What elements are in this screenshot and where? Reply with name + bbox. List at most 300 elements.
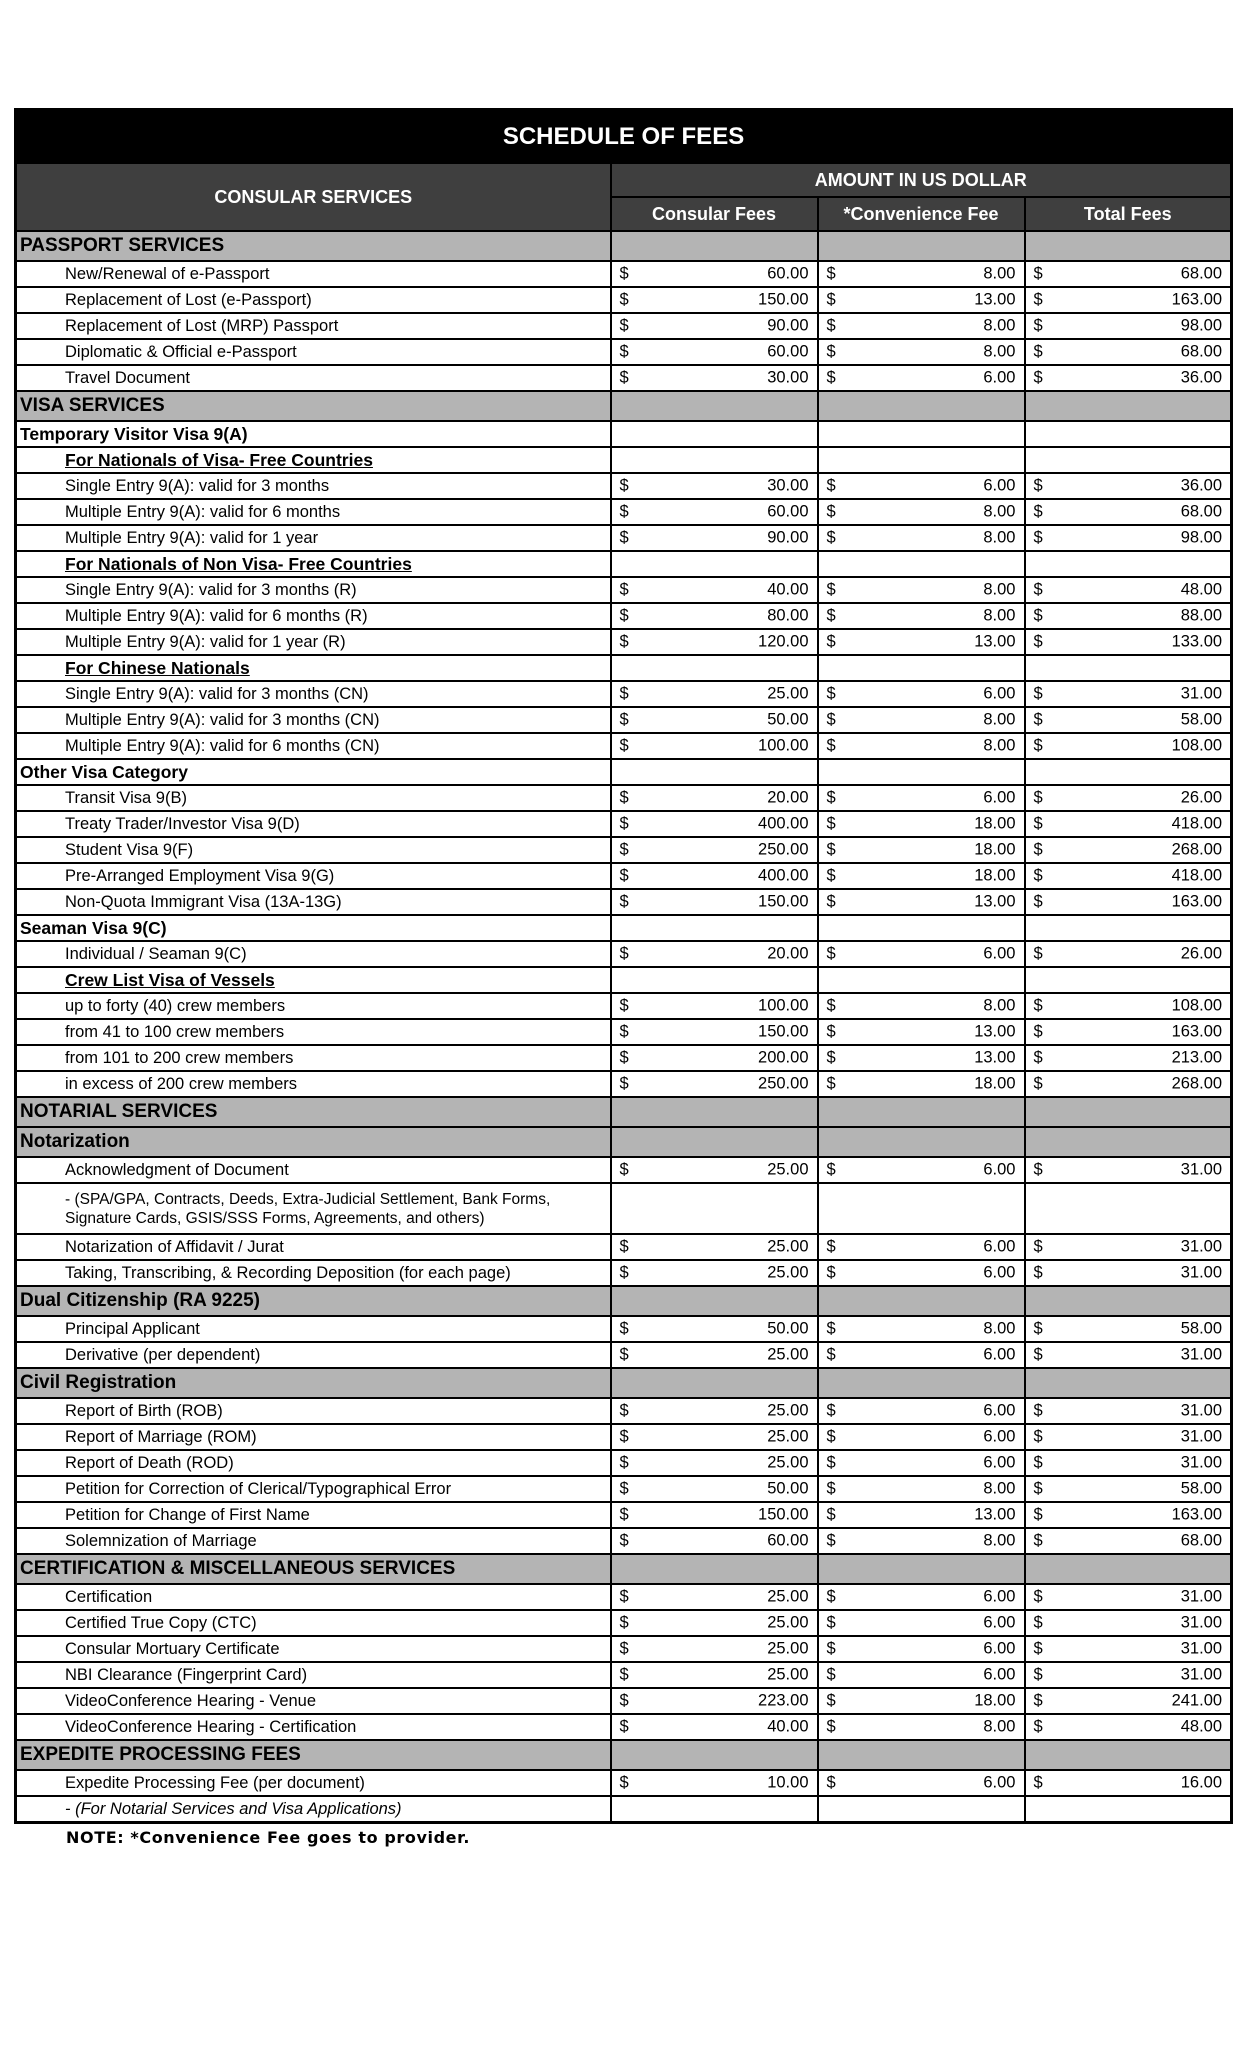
service-label: Replacement of Lost (MRP) Passport xyxy=(16,313,611,339)
currency-symbol: $ xyxy=(1033,1613,1043,1632)
fee-row xyxy=(16,287,1232,313)
total-fee-cell xyxy=(1025,551,1232,577)
amount-value: 31.00 xyxy=(1180,1401,1223,1420)
amount-value: 6.00 xyxy=(983,1427,1016,1446)
currency-symbol: $ xyxy=(826,1453,836,1472)
service-label: Individual / Seaman 9(C) xyxy=(16,941,611,967)
currency-symbol: $ xyxy=(1033,316,1043,335)
amount-value: 31.00 xyxy=(1180,1587,1223,1606)
currency-symbol: $ xyxy=(826,944,836,963)
convenience-fee-header: *Convenience Fee xyxy=(818,197,1025,231)
service-label: Multiple Entry 9(A): valid for 6 months (CN) xyxy=(16,733,611,759)
consular-fee-cell xyxy=(611,681,818,707)
currency-symbol: $ xyxy=(619,1717,629,1736)
currency-symbol: $ xyxy=(826,996,836,1015)
amount-value: 6.00 xyxy=(983,788,1016,807)
currency-symbol: $ xyxy=(619,710,629,729)
convenience-fee-cell xyxy=(818,1584,1025,1610)
currency-symbol: $ xyxy=(619,368,629,387)
service-label: Derivative (per dependent) xyxy=(16,1342,611,1368)
fee-row xyxy=(16,785,1232,811)
consular-fee-cell xyxy=(611,1688,818,1714)
amount-value: 400.00 xyxy=(758,814,809,833)
convenience-fee-cell xyxy=(818,915,1025,941)
amount-value: 268.00 xyxy=(1171,1074,1223,1093)
currency-symbol: $ xyxy=(1033,1505,1043,1524)
amount-value: 98.00 xyxy=(1180,528,1223,547)
total-fee-cell xyxy=(1025,1316,1232,1342)
section-header-row xyxy=(16,1097,1232,1127)
total-fee-cell xyxy=(1025,313,1232,339)
amount-value: 13.00 xyxy=(974,290,1016,309)
convenience-fee-cell xyxy=(818,1740,1025,1770)
currency-symbol: $ xyxy=(826,866,836,885)
convenience-fee-cell xyxy=(818,1554,1025,1584)
service-label: Travel Document xyxy=(16,365,611,391)
amount-value: 68.00 xyxy=(1180,1531,1223,1550)
fee-row xyxy=(16,261,1232,287)
category-row xyxy=(16,915,1232,941)
total-fee-cell xyxy=(1025,1342,1232,1368)
convenience-fee-cell xyxy=(818,993,1025,1019)
convenience-fee-cell xyxy=(818,1796,1025,1823)
amount-value: 8.00 xyxy=(983,710,1016,729)
currency-symbol: $ xyxy=(826,264,836,283)
amount-value: 48.00 xyxy=(1180,1717,1223,1736)
category-row xyxy=(16,421,1232,447)
amount-value: 25.00 xyxy=(767,1427,809,1446)
service-label: Transit Visa 9(B) xyxy=(16,785,611,811)
fee-row xyxy=(16,811,1232,837)
currency-symbol: $ xyxy=(1033,684,1043,703)
total-fee-cell xyxy=(1025,231,1232,261)
fee-row xyxy=(16,707,1232,733)
amount-value: 25.00 xyxy=(767,1345,809,1364)
amount-value: 60.00 xyxy=(767,264,809,283)
amount-value: 60.00 xyxy=(767,342,809,361)
convenience-fee-cell xyxy=(818,603,1025,629)
amount-value: 163.00 xyxy=(1171,1505,1223,1524)
consular-fee-cell xyxy=(611,1636,818,1662)
service-label: NBI Clearance (Fingerprint Card) xyxy=(16,1662,611,1688)
section-header-row xyxy=(16,1554,1232,1584)
service-label: Solemnization of Marriage xyxy=(16,1528,611,1554)
currency-symbol: $ xyxy=(1033,290,1043,309)
convenience-fee-cell xyxy=(818,1097,1025,1127)
amount-value: 418.00 xyxy=(1171,866,1223,885)
amount-value: 8.00 xyxy=(983,580,1016,599)
fee-row xyxy=(16,1234,1232,1260)
amount-value: 25.00 xyxy=(767,1237,809,1256)
section-header-row xyxy=(16,1127,1232,1157)
amount-value: 8.00 xyxy=(983,316,1016,335)
convenience-fee-cell xyxy=(818,525,1025,551)
fee-row xyxy=(16,1636,1232,1662)
convenience-fee-cell xyxy=(818,1286,1025,1316)
convenience-fee-cell xyxy=(818,759,1025,785)
service-label: EXPEDITE PROCESSING FEES xyxy=(16,1740,611,1770)
service-label: NOTARIAL SERVICES xyxy=(16,1097,611,1127)
total-fee-cell xyxy=(1025,759,1232,785)
total-fee-cell xyxy=(1025,1528,1232,1554)
fee-row xyxy=(16,577,1232,603)
currency-symbol: $ xyxy=(619,1453,629,1472)
convenience-fee-cell xyxy=(818,629,1025,655)
amount-value: 13.00 xyxy=(974,1505,1016,1524)
amount-value: 25.00 xyxy=(767,1665,809,1684)
amount-value: 90.00 xyxy=(767,316,809,335)
convenience-fee-cell xyxy=(818,287,1025,313)
currency-symbol: $ xyxy=(619,502,629,521)
currency-symbol: $ xyxy=(1033,1237,1043,1256)
service-label: Multiple Entry 9(A): valid for 3 months (CN) xyxy=(16,707,611,733)
amount-value: 6.00 xyxy=(983,1613,1016,1632)
currency-symbol: $ xyxy=(826,1717,836,1736)
service-label: Report of Death (ROD) xyxy=(16,1450,611,1476)
amount-value: 18.00 xyxy=(974,1691,1016,1710)
service-label: Temporary Visitor Visa 9(A) xyxy=(16,421,611,447)
service-label: in excess of 200 crew members xyxy=(16,1071,611,1097)
fee-row xyxy=(16,1398,1232,1424)
total-fee-cell xyxy=(1025,1127,1232,1157)
amount-value: 25.00 xyxy=(767,1613,809,1632)
currency-symbol: $ xyxy=(826,632,836,651)
consular-fee-cell xyxy=(611,231,818,261)
total-fee-cell xyxy=(1025,811,1232,837)
consular-fee-cell xyxy=(611,889,818,915)
consular-services-header: CONSULAR SERVICES xyxy=(16,163,611,231)
fee-row xyxy=(16,1528,1232,1554)
fee-row xyxy=(16,603,1232,629)
service-label: Principal Applicant xyxy=(16,1316,611,1342)
total-fee-cell xyxy=(1025,447,1232,473)
amount-value: 68.00 xyxy=(1180,502,1223,521)
service-label: For Chinese Nationals xyxy=(16,655,611,681)
currency-symbol: $ xyxy=(619,1479,629,1498)
amount-value: 18.00 xyxy=(974,866,1016,885)
total-fee-cell xyxy=(1025,525,1232,551)
currency-symbol: $ xyxy=(1033,476,1043,495)
consular-fee-cell xyxy=(611,447,818,473)
convenience-fee-cell xyxy=(818,1688,1025,1714)
fee-row xyxy=(16,889,1232,915)
amount-value: 68.00 xyxy=(1180,342,1223,361)
currency-symbol: $ xyxy=(619,1401,629,1420)
consular-fee-cell xyxy=(611,1714,818,1740)
total-fee-cell xyxy=(1025,733,1232,759)
currency-symbol: $ xyxy=(826,814,836,833)
convenience-fee-cell xyxy=(818,707,1025,733)
amount-value: 13.00 xyxy=(974,892,1016,911)
consular-fee-cell xyxy=(611,1584,818,1610)
currency-symbol: $ xyxy=(1033,866,1043,885)
service-label: For Nationals of Non Visa- Free Countries xyxy=(16,551,611,577)
consular-fee-cell xyxy=(611,1502,818,1528)
currency-symbol: $ xyxy=(619,1691,629,1710)
consular-fee-cell xyxy=(611,941,818,967)
total-fee-cell xyxy=(1025,1398,1232,1424)
currency-symbol: $ xyxy=(619,840,629,859)
amount-value: 6.00 xyxy=(983,1453,1016,1472)
amount-value: 6.00 xyxy=(983,1345,1016,1364)
section-header-row xyxy=(16,1286,1232,1316)
convenience-fee-cell xyxy=(818,655,1025,681)
consular-fee-cell xyxy=(611,365,818,391)
service-label: Crew List Visa of Vessels xyxy=(16,967,611,993)
consular-fee-cell xyxy=(611,1398,818,1424)
amount-value: 58.00 xyxy=(1180,1479,1223,1498)
total-fee-cell xyxy=(1025,1234,1232,1260)
convenience-fee-cell xyxy=(818,551,1025,577)
amount-header: AMOUNT IN US DOLLAR xyxy=(611,163,1232,197)
consular-fee-cell xyxy=(611,603,818,629)
amount-value: 31.00 xyxy=(1180,1237,1223,1256)
amount-value: 88.00 xyxy=(1180,606,1223,625)
currency-symbol: $ xyxy=(1033,1587,1043,1606)
convenience-fee-cell xyxy=(818,499,1025,525)
amount-value: 98.00 xyxy=(1180,316,1223,335)
total-fee-cell xyxy=(1025,421,1232,447)
amount-value: 25.00 xyxy=(767,684,809,703)
consular-fee-cell xyxy=(611,811,818,837)
service-label: Report of Marriage (ROM) xyxy=(16,1424,611,1450)
currency-symbol: $ xyxy=(619,1345,629,1364)
consular-fee-cell xyxy=(611,261,818,287)
convenience-fee-cell xyxy=(818,1398,1025,1424)
amount-value: 250.00 xyxy=(758,1074,809,1093)
currency-symbol: $ xyxy=(826,1345,836,1364)
amount-value: 6.00 xyxy=(983,1237,1016,1256)
service-label: Replacement of Lost (e-Passport) xyxy=(16,287,611,313)
convenience-fee-cell xyxy=(818,577,1025,603)
currency-symbol: $ xyxy=(619,1639,629,1658)
currency-symbol: $ xyxy=(1033,1319,1043,1338)
amount-value: 150.00 xyxy=(758,290,809,309)
fee-row xyxy=(16,941,1232,967)
service-label: VISA SERVICES xyxy=(16,391,611,421)
consular-fee-cell xyxy=(611,1610,818,1636)
service-label: from 41 to 100 crew members xyxy=(16,1019,611,1045)
convenience-fee-cell xyxy=(818,1234,1025,1260)
service-label: Certified True Copy (CTC) xyxy=(16,1610,611,1636)
service-label: Notarization xyxy=(16,1127,611,1157)
consular-fee-cell xyxy=(611,837,818,863)
total-fee-cell xyxy=(1025,993,1232,1019)
fee-row xyxy=(16,1019,1232,1045)
amount-value: 6.00 xyxy=(983,368,1016,387)
currency-symbol: $ xyxy=(1033,342,1043,361)
consular-fee-cell xyxy=(611,785,818,811)
service-label: Multiple Entry 9(A): valid for 6 months (R) xyxy=(16,603,611,629)
currency-symbol: $ xyxy=(826,788,836,807)
convenience-fee-cell xyxy=(818,1528,1025,1554)
currency-symbol: $ xyxy=(1033,892,1043,911)
currency-symbol: $ xyxy=(1033,710,1043,729)
amount-value: 18.00 xyxy=(974,840,1016,859)
amount-value: 31.00 xyxy=(1180,1639,1223,1658)
currency-symbol: $ xyxy=(619,814,629,833)
currency-symbol: $ xyxy=(826,606,836,625)
consular-fee-cell xyxy=(611,1045,818,1071)
consular-fee-cell xyxy=(611,655,818,681)
convenience-fee-cell xyxy=(818,1183,1025,1234)
consular-fee-cell xyxy=(611,707,818,733)
convenience-fee-cell xyxy=(818,785,1025,811)
consular-fee-cell xyxy=(611,759,818,785)
convenience-fee-cell xyxy=(818,231,1025,261)
service-label: Report of Birth (ROB) xyxy=(16,1398,611,1424)
currency-symbol: $ xyxy=(826,290,836,309)
currency-symbol: $ xyxy=(826,1263,836,1282)
amount-value: 26.00 xyxy=(1180,788,1223,807)
consular-fee-cell xyxy=(611,287,818,313)
currency-symbol: $ xyxy=(826,476,836,495)
currency-symbol: $ xyxy=(826,736,836,755)
fee-row xyxy=(16,1045,1232,1071)
currency-symbol: $ xyxy=(826,840,836,859)
consular-fee-cell xyxy=(611,1071,818,1097)
service-label: from 101 to 200 crew members xyxy=(16,1045,611,1071)
total-fee-cell xyxy=(1025,1554,1232,1584)
total-fee-cell xyxy=(1025,707,1232,733)
currency-symbol: $ xyxy=(619,580,629,599)
schedule-of-fees-table xyxy=(14,108,1233,1824)
total-fee-cell xyxy=(1025,1183,1232,1234)
convenience-fee-cell xyxy=(818,1610,1025,1636)
amount-value: 400.00 xyxy=(758,866,809,885)
total-fee-cell xyxy=(1025,261,1232,287)
section-header-row xyxy=(16,231,1232,261)
amount-value: 8.00 xyxy=(983,1717,1016,1736)
amount-value: 25.00 xyxy=(767,1263,809,1282)
service-label: - (SPA/GPA, Contracts, Deeds, Extra-Judicial Settlement, Bank Forms, Signature Cards, GSIS/SSS Forms, Agreements, and others) xyxy=(16,1183,611,1234)
total-fee-cell xyxy=(1025,915,1232,941)
total-fee-cell xyxy=(1025,655,1232,681)
consular-fee-cell xyxy=(611,993,818,1019)
amount-value: 223.00 xyxy=(758,1691,809,1710)
convenience-fee-cell xyxy=(818,261,1025,287)
amount-value: 50.00 xyxy=(767,1479,809,1498)
convenience-fee-cell xyxy=(818,1127,1025,1157)
currency-symbol: $ xyxy=(619,316,629,335)
currency-symbol: $ xyxy=(619,1048,629,1067)
consular-fee-cell xyxy=(611,473,818,499)
amount-value: 50.00 xyxy=(767,710,809,729)
amount-value: 6.00 xyxy=(983,1665,1016,1684)
currency-symbol: $ xyxy=(619,290,629,309)
currency-symbol: $ xyxy=(619,1773,629,1792)
convenience-fee-cell xyxy=(818,733,1025,759)
currency-symbol: $ xyxy=(619,1505,629,1524)
consular-fee-cell xyxy=(611,391,818,421)
convenience-fee-cell xyxy=(818,1424,1025,1450)
total-fee-cell xyxy=(1025,1157,1232,1183)
total-fee-cell xyxy=(1025,365,1232,391)
consular-fee-cell xyxy=(611,1127,818,1157)
amount-value: 68.00 xyxy=(1180,264,1223,283)
currency-symbol: $ xyxy=(619,1427,629,1446)
convenience-fee-cell xyxy=(818,1316,1025,1342)
consular-fee-cell xyxy=(611,967,818,993)
currency-symbol: $ xyxy=(1033,996,1043,1015)
section-header-row xyxy=(16,391,1232,421)
convenience-fee-cell xyxy=(818,811,1025,837)
convenience-fee-cell xyxy=(818,339,1025,365)
amount-value: 60.00 xyxy=(767,1531,809,1550)
currency-symbol: $ xyxy=(619,1665,629,1684)
service-label: VideoConference Hearing - Venue xyxy=(16,1688,611,1714)
consular-fee-cell xyxy=(611,339,818,365)
consular-fee-cell xyxy=(611,1316,818,1342)
currency-symbol: $ xyxy=(619,996,629,1015)
amount-value: 31.00 xyxy=(1180,1453,1223,1472)
service-label: Petition for Change of First Name xyxy=(16,1502,611,1528)
currency-symbol: $ xyxy=(1033,368,1043,387)
service-label: Expedite Processing Fee (per document) xyxy=(16,1770,611,1796)
convenience-fee-note: NOTE: *Convenience Fee goes to provider. xyxy=(66,1828,470,1847)
currency-symbol: $ xyxy=(1033,1453,1043,1472)
amount-value: 6.00 xyxy=(983,1587,1016,1606)
amount-value: 8.00 xyxy=(983,606,1016,625)
convenience-fee-cell xyxy=(818,837,1025,863)
convenience-fee-cell xyxy=(818,941,1025,967)
currency-symbol: $ xyxy=(1033,1048,1043,1067)
convenience-fee-cell xyxy=(818,889,1025,915)
amount-value: 108.00 xyxy=(1171,736,1223,755)
consular-fee-cell xyxy=(611,499,818,525)
convenience-fee-cell xyxy=(818,365,1025,391)
consular-fee-cell xyxy=(611,1019,818,1045)
consular-fee-cell xyxy=(611,1796,818,1823)
service-label: Single Entry 9(A): valid for 3 months xyxy=(16,473,611,499)
service-label: Certification xyxy=(16,1584,611,1610)
amount-value: 40.00 xyxy=(767,580,809,599)
currency-symbol: $ xyxy=(619,342,629,361)
fee-rows xyxy=(16,231,1232,1823)
currency-symbol: $ xyxy=(1033,632,1043,651)
subcategory-row xyxy=(16,447,1232,473)
convenience-fee-cell xyxy=(818,681,1025,707)
currency-symbol: $ xyxy=(826,1022,836,1041)
subcategory-row xyxy=(16,655,1232,681)
consular-fee-cell xyxy=(611,551,818,577)
service-label: - (For Notarial Services and Visa Applications) xyxy=(16,1796,611,1823)
convenience-fee-cell xyxy=(818,1368,1025,1398)
amount-value: 20.00 xyxy=(767,788,809,807)
amount-value: 25.00 xyxy=(767,1401,809,1420)
total-fee-cell xyxy=(1025,1424,1232,1450)
amount-value: 30.00 xyxy=(767,476,809,495)
amount-value: 100.00 xyxy=(758,736,809,755)
currency-symbol: $ xyxy=(619,1587,629,1606)
total-fee-cell xyxy=(1025,1796,1232,1823)
total-fee-cell xyxy=(1025,1688,1232,1714)
amount-value: 25.00 xyxy=(767,1160,809,1179)
total-fee-cell xyxy=(1025,681,1232,707)
fee-row xyxy=(16,733,1232,759)
total-fee-cell xyxy=(1025,473,1232,499)
amount-value: 8.00 xyxy=(983,1531,1016,1550)
currency-symbol: $ xyxy=(619,606,629,625)
fee-row xyxy=(16,837,1232,863)
fee-row xyxy=(16,1714,1232,1740)
amount-value: 10.00 xyxy=(767,1773,809,1792)
amount-value: 16.00 xyxy=(1180,1773,1223,1792)
currency-symbol: $ xyxy=(1033,788,1043,807)
currency-symbol: $ xyxy=(826,1237,836,1256)
table-title: SCHEDULE OF FEES xyxy=(16,110,1232,164)
total-fee-cell xyxy=(1025,1502,1232,1528)
